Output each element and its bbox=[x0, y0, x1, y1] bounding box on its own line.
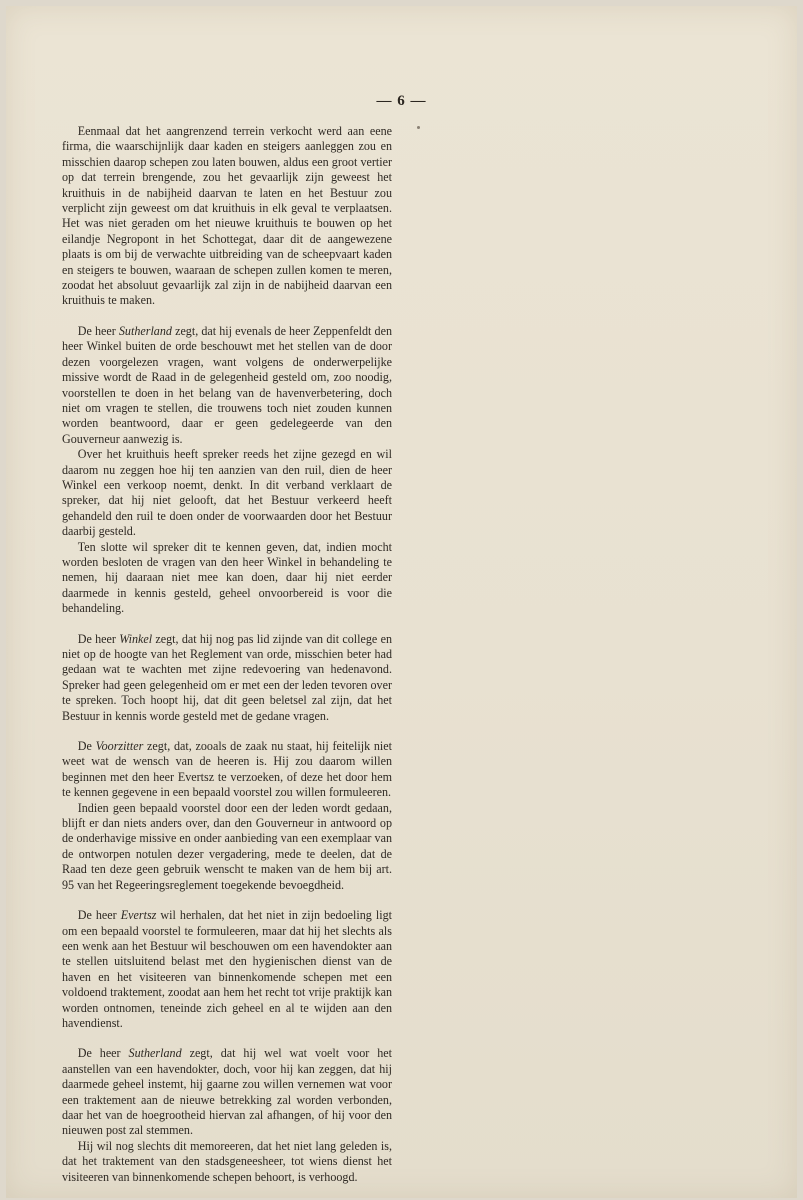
paragraph-text: Over het kruithuis heeft spreker reeds het zijne gezegd en wil daarom nu zeggen hoe hij ten aanzien van den ruil, dien de heer Winkel een verkoop noemt, denkt. In dit verband verklaart de spreker, dat hij niet gelooft, dat het Bestuur verkeerd heeft gehandeld den ruil te doen onder de voorwaarden door het Bestuur daarbij gesteld. bbox=[62, 447, 392, 539]
speaker-prefix: De bbox=[77, 739, 96, 754]
paragraph-text: Eenmaal dat het aangrenzend terrein verkocht werd aan eene firma, die waarschijnlijk daar kaden en steigers aanleggen zou en misschien daarop schepen zou laten bouwen, aldus een groot vertier op dat terrein brengende, zou het gevaarlijk zijn geweest het kruithuis in de nabijheid daarvan te laten en het Bestuur zou verplicht zijn geweest om dat kruithuis in elk geval te verplaatsen. Het was niet geraden om het nieuwe kruithuis te bouwen op het eilandje Negropont in het Schottegat, daar dit de aangewezene plaats is om bij de verwachte uitbreiding van de scheepvaart kaden en steigers te bouwen, waaraan de schepen zullen komen te meren, zoodat het absoluut gevaarlijk zal zijn in de nabijheid daarvan een kruithuis te maken. bbox=[62, 124, 392, 308]
paragraph-ten-slotte bbox=[62, 540, 392, 617]
paragraph-text: zegt, dat hij nog pas lid zijnde van dit college en niet op de hoogte van het Reglement van orde, misschien beter had gedaan wat te wachten met zijne redevoering van hedenavond. Spreker had geen gelegenheid om er met een der leden tevoren over te spreken. Toch hoopt hij, dat dit geen beletsel zal zijn, dat het Bestuur in kennis worde gesteld met de gedane vragen. bbox=[62, 631, 392, 723]
paragraph-voorzitter bbox=[62, 739, 392, 801]
paragraph-evertsz bbox=[62, 908, 392, 1031]
speaker-prefix: De heer bbox=[77, 631, 120, 646]
speaker-name: Sutherland bbox=[118, 323, 172, 338]
paragraph-text: Hij wil nog slechts dit memoreeren, dat het niet lang geleden is, dat het traktement van den stadsgeneesheer, tot wiens dienst het visiteeren van binnenkomende schepen behoort, is verhoogd. bbox=[62, 1138, 392, 1184]
minutes-text bbox=[62, 124, 392, 1185]
paragraph-text: zegt, dat hij evenals de heer Zeppenfeldt den heer Winkel buiten de orde beschouwt met het stellen van de door dezen voorgelezen vragen, want volgens de onderwerpelijke missive wordt de Raad in de gelegenheid gesteld om, zoo noodig, voorstellen te doen in het belang van de havenverbetering, doch niet om vragen te stellen, die trouwens toch niet zouden kunnen worden beantwoord, daar er geen gedelegeerde van den Gouverneur aanwezig is. bbox=[62, 323, 392, 446]
speaker-prefix: De heer bbox=[77, 908, 121, 923]
speaker-name: Winkel bbox=[119, 631, 153, 646]
paragraph-indien bbox=[62, 801, 392, 893]
paragraph-sutherland-2 bbox=[62, 1046, 392, 1138]
speaker-name: Sutherland bbox=[128, 1046, 182, 1061]
paragraph-text: zegt, dat hij wel wat voelt voor het aanstellen van een havendokter, doch, voor hij kan zeggen, dat hij daarmede geheel instemt, hij gaarne zou willen vernemen wat voor een traktement aan de nieuwe betrekking zal worden verbonden, daar het van de hoegrootheid hiervan zal afhangen, of hij voor den nieuwen post zal stemmen. bbox=[62, 1046, 392, 1138]
speaker-prefix: De heer bbox=[77, 1046, 129, 1061]
paragraph-sutherland-1 bbox=[62, 324, 392, 447]
paragraph-winkel bbox=[62, 632, 392, 724]
paragraph-ruil bbox=[62, 447, 392, 539]
page-number: — 6 — bbox=[376, 93, 427, 109]
speaker-name: Voorzitter bbox=[95, 739, 144, 754]
paragraph-kruithuis bbox=[62, 124, 392, 309]
paragraph-text: wil herhalen, dat het niet in zijn bedoeling ligt om een bepaald voorstel te formuleeren, maar dat hij het slechts als een wenk aan het Bestuur wil beschouwen om een havendokter aan te stellen uitsluitend belast met den hygienischen dienst van de haven en het visiteeren van binnenkomende schepen met een voldoend traktement, zoodat aan hem het recht tot vrije praktijk kan worden ontnomen, teneinde zich geheel en al te wijden aan den havendienst. bbox=[62, 908, 392, 1030]
paragraph-text: Ten slotte wil spreker dit te kennen geven, dat, indien mocht worden besloten de vragen van den heer Winkel in behandeling te nemen, hij daaraan niet mee kan doen, daar hij niet eerder daarmede in kennis gesteld, geheel onvoorbereid is voor die behandeling. bbox=[62, 539, 392, 616]
paragraph-text: Indien geen bepaald voorstel door een der leden wordt gedaan, blijft er dan niets anders over, dan den Gouverneur in antwoord op de onderhavige missive en onder aanbieding van een exemplaar van de ontworpen notulen dezer vergadering, mede te deelen, dat de Raad ten deze geen gebruik wenscht te maken van de hem bij art. 95 van het Regeeringsreglement toegekende bevoegdheid. bbox=[62, 800, 392, 892]
speaker-name: Evertsz bbox=[120, 908, 157, 923]
paper-speck bbox=[417, 126, 420, 129]
paragraph-memoreeren bbox=[62, 1139, 392, 1185]
speaker-prefix: De heer bbox=[77, 323, 119, 338]
paragraph-text: zegt, dat, zooals de zaak nu staat, hij feitelijk niet weet wat de wensch van de heeren is. Hij zou daarom willen beginnen met den heer Evertsz te verzoeken, of deze het door hem te kennen gegevene in een bepaald voorstel zou willen formuleeren. bbox=[62, 739, 393, 800]
